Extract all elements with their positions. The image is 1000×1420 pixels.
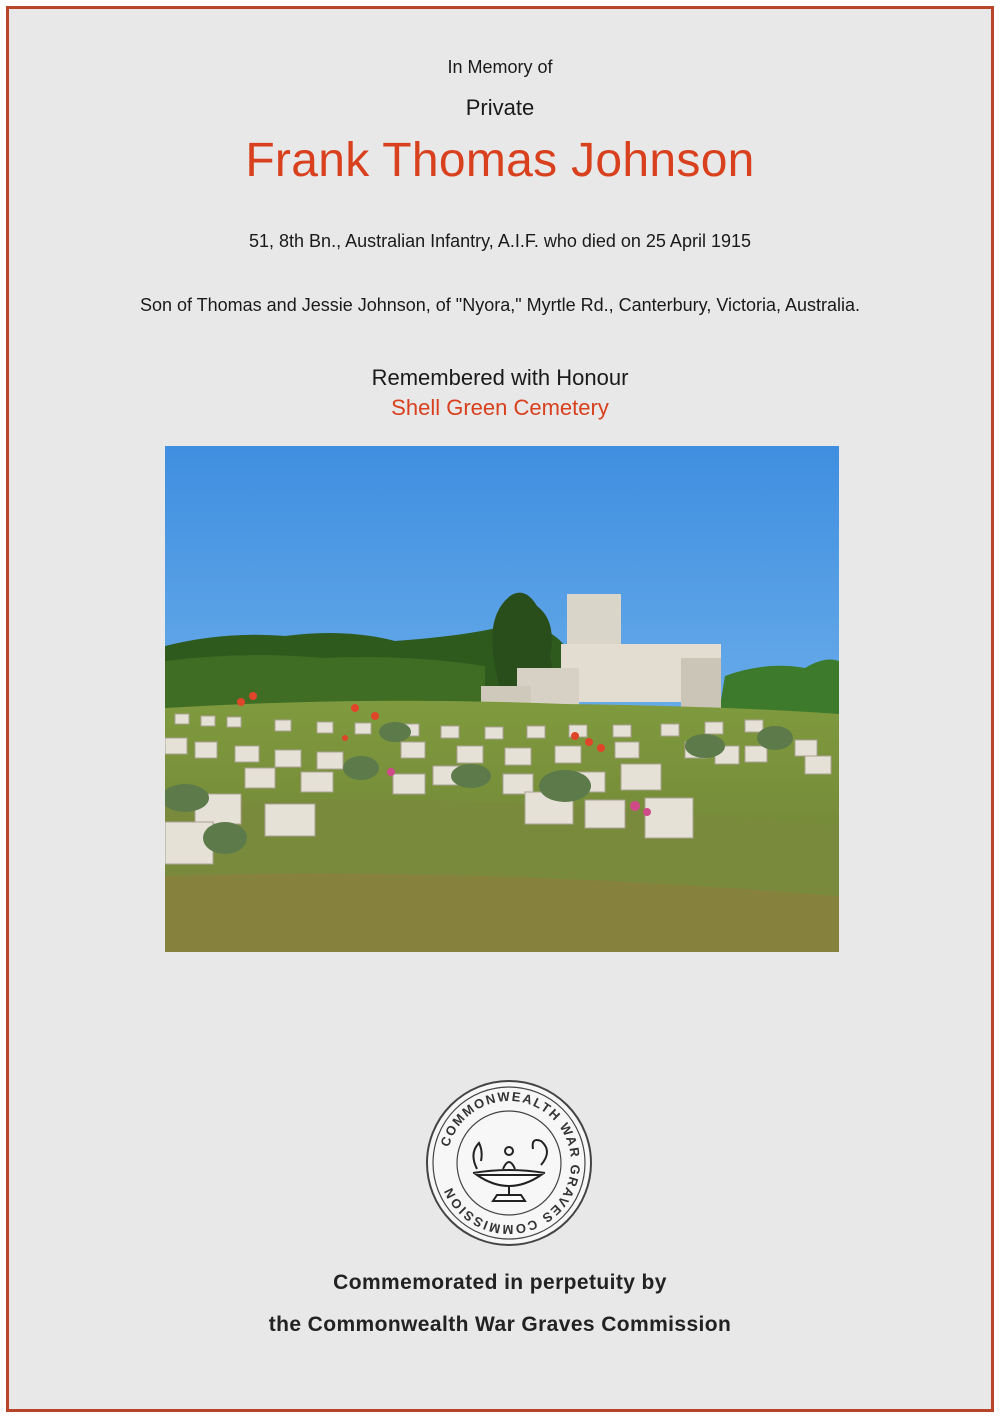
family-details: Son of Thomas and Jessie Johnson, of "Nyora," Myrtle Rd., Canterbury, Victoria, Australia. [139, 295, 861, 315]
cwgc-seal [423, 1077, 595, 1249]
cemetery-photo [165, 446, 839, 952]
rank: Private [465, 95, 535, 120]
remembered-label: Remembered with Honour [371, 365, 629, 390]
in-memory-label: In Memory of [447, 57, 553, 77]
cemetery-name: Shell Green Cemetery [391, 395, 609, 420]
svg-text:COMMONWEALTH WAR GRAVES COMMIS: COMMONWEALTH WAR GRAVES COMMISSION [437, 1088, 584, 1238]
footer-line-2: the Commonwealth War Graves Commission [268, 1313, 732, 1336]
footer-line-1: Commemorated in perpetuity by [333, 1271, 667, 1294]
certificate [6, 6, 994, 1412]
service-details: 51, 8th Bn., Australian Infantry, A.I.F. who died on 25 April 1915 [249, 231, 751, 251]
soldier-name: Frank Thomas Johnson [245, 134, 755, 187]
